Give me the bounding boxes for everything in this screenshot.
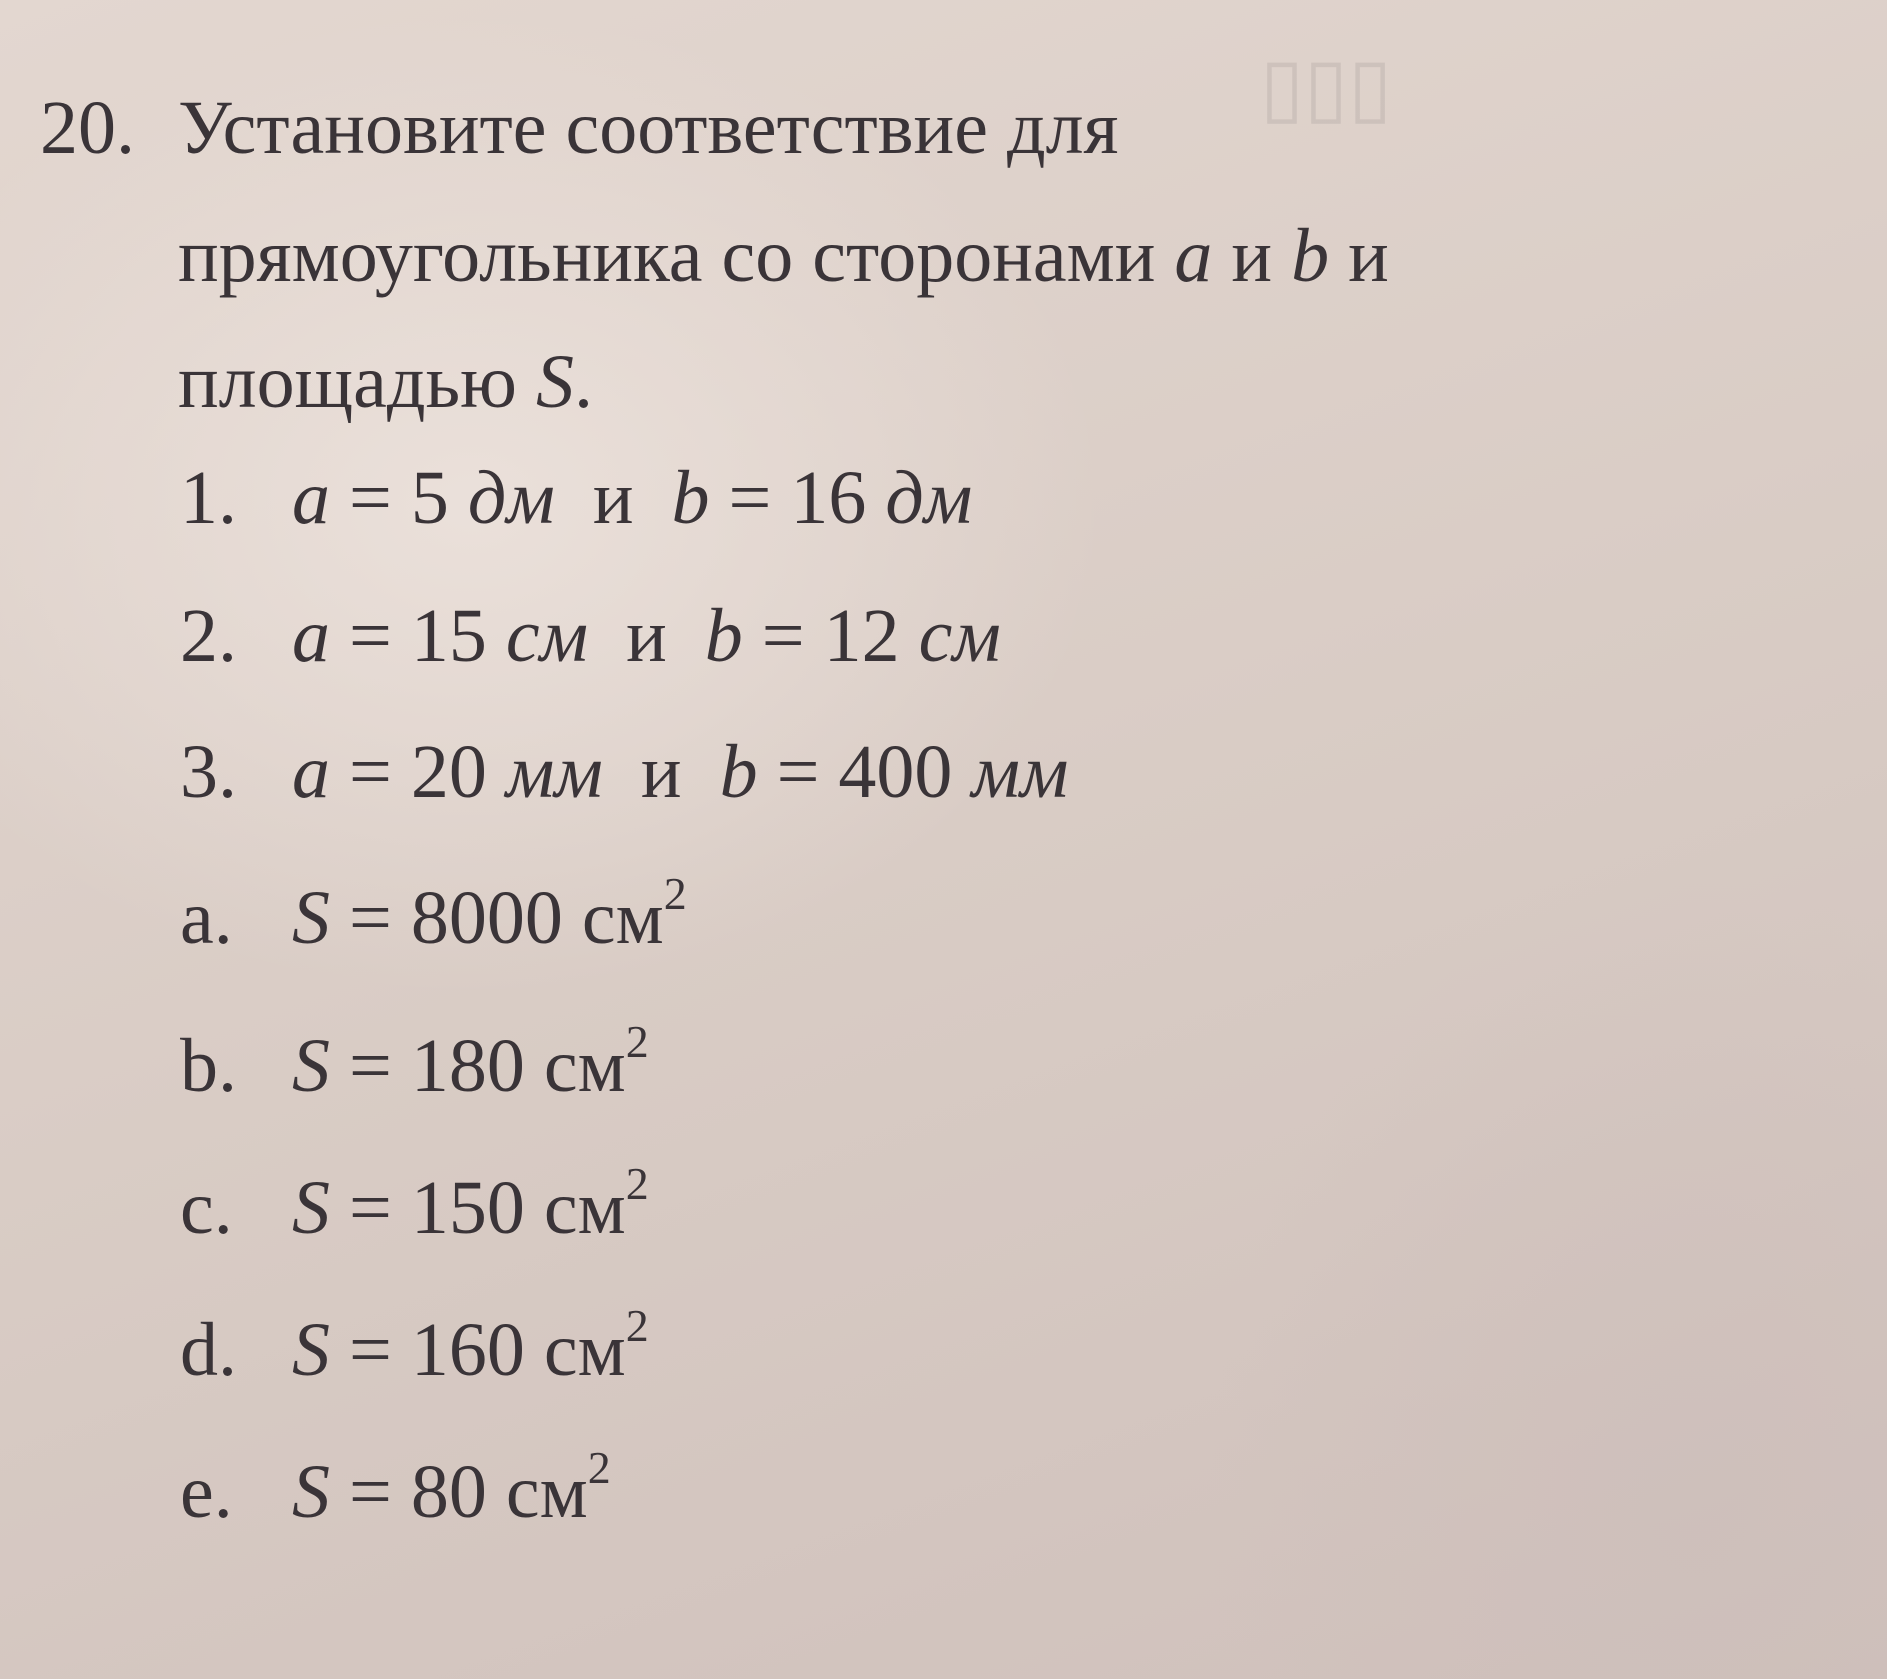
conjunction: и (1348, 214, 1389, 298)
problem-title-line-3 (178, 340, 593, 424)
answer-label: e. (180, 1450, 233, 1534)
answer-expression (292, 1300, 649, 1392)
title-text: площадью (178, 340, 517, 424)
answer-option (180, 868, 687, 960)
item-expression (292, 456, 973, 540)
answer-option (180, 1016, 649, 1108)
var-S: S (292, 1308, 330, 1392)
title-text: прямоугольника со сторонами (178, 214, 1156, 298)
exponent: 2 (625, 1016, 649, 1067)
list-item (180, 730, 1069, 814)
conjunction: и (626, 594, 667, 678)
unit: см (543, 1166, 626, 1250)
answer-expression (292, 1016, 649, 1108)
var-a: a (1174, 214, 1213, 298)
unit: дм (467, 456, 555, 540)
value: = 8000 (349, 876, 563, 960)
unit: см (505, 594, 589, 678)
show-through-text: ▯▯▯ (1260, 44, 1393, 132)
value: = 160 (349, 1308, 525, 1392)
problem-number: 20. (40, 86, 135, 170)
answer-label: c. (180, 1166, 233, 1250)
problem-title-line-1: Установите соответствие для (178, 86, 1119, 170)
var-S: S (292, 1024, 330, 1108)
problem-title-line-2 (178, 214, 1389, 298)
var-S: S (292, 876, 330, 960)
list-item (180, 594, 1001, 678)
value: = 80 (349, 1450, 487, 1534)
var-a: a (292, 594, 330, 678)
answer-option (180, 1158, 649, 1250)
value: = 150 (349, 1166, 525, 1250)
unit: мм (505, 730, 603, 814)
item-label: 3. (180, 730, 237, 814)
unit: см (543, 1308, 626, 1392)
var-b: b (671, 456, 710, 540)
value: = 15 (349, 594, 487, 678)
answer-label: a. (180, 876, 233, 960)
unit: мм (971, 730, 1069, 814)
var-b: b (1291, 214, 1330, 298)
item-expression (292, 594, 1001, 678)
answer-label: d. (180, 1308, 237, 1392)
value: = 16 (728, 456, 867, 540)
unit: см (543, 1024, 626, 1108)
answer-label: b. (180, 1024, 237, 1108)
var-b: b (704, 594, 743, 678)
unit: дм (885, 456, 973, 540)
unit: см (918, 594, 1001, 678)
unit: см (505, 1450, 588, 1534)
list-item (180, 456, 973, 540)
value: = 5 (349, 456, 449, 540)
period: . (573, 340, 593, 424)
exponent: 2 (625, 1158, 649, 1209)
exponent: 2 (663, 868, 687, 919)
var-a: a (292, 456, 330, 540)
item-label: 1. (180, 456, 237, 540)
unit: см (581, 876, 664, 960)
exponent: 2 (625, 1300, 649, 1351)
conjunction: и (640, 730, 682, 814)
conjunction: и (592, 456, 634, 540)
answer-option (180, 1442, 611, 1534)
conjunction: и (1231, 214, 1273, 298)
value: = 12 (761, 594, 900, 678)
answer-option (180, 1300, 649, 1392)
var-a: a (292, 730, 330, 814)
answer-expression (292, 1442, 611, 1534)
item-label: 2. (180, 594, 237, 678)
answer-expression (292, 868, 687, 960)
value: = 400 (776, 730, 953, 814)
exponent: 2 (587, 1442, 611, 1493)
var-b: b (719, 730, 758, 814)
item-expression (292, 730, 1069, 814)
var-S: S (292, 1450, 330, 1534)
value: = 20 (349, 730, 487, 814)
var-S: S (535, 340, 574, 424)
answer-expression (292, 1158, 649, 1250)
var-S: S (292, 1166, 330, 1250)
value: = 180 (349, 1024, 525, 1108)
